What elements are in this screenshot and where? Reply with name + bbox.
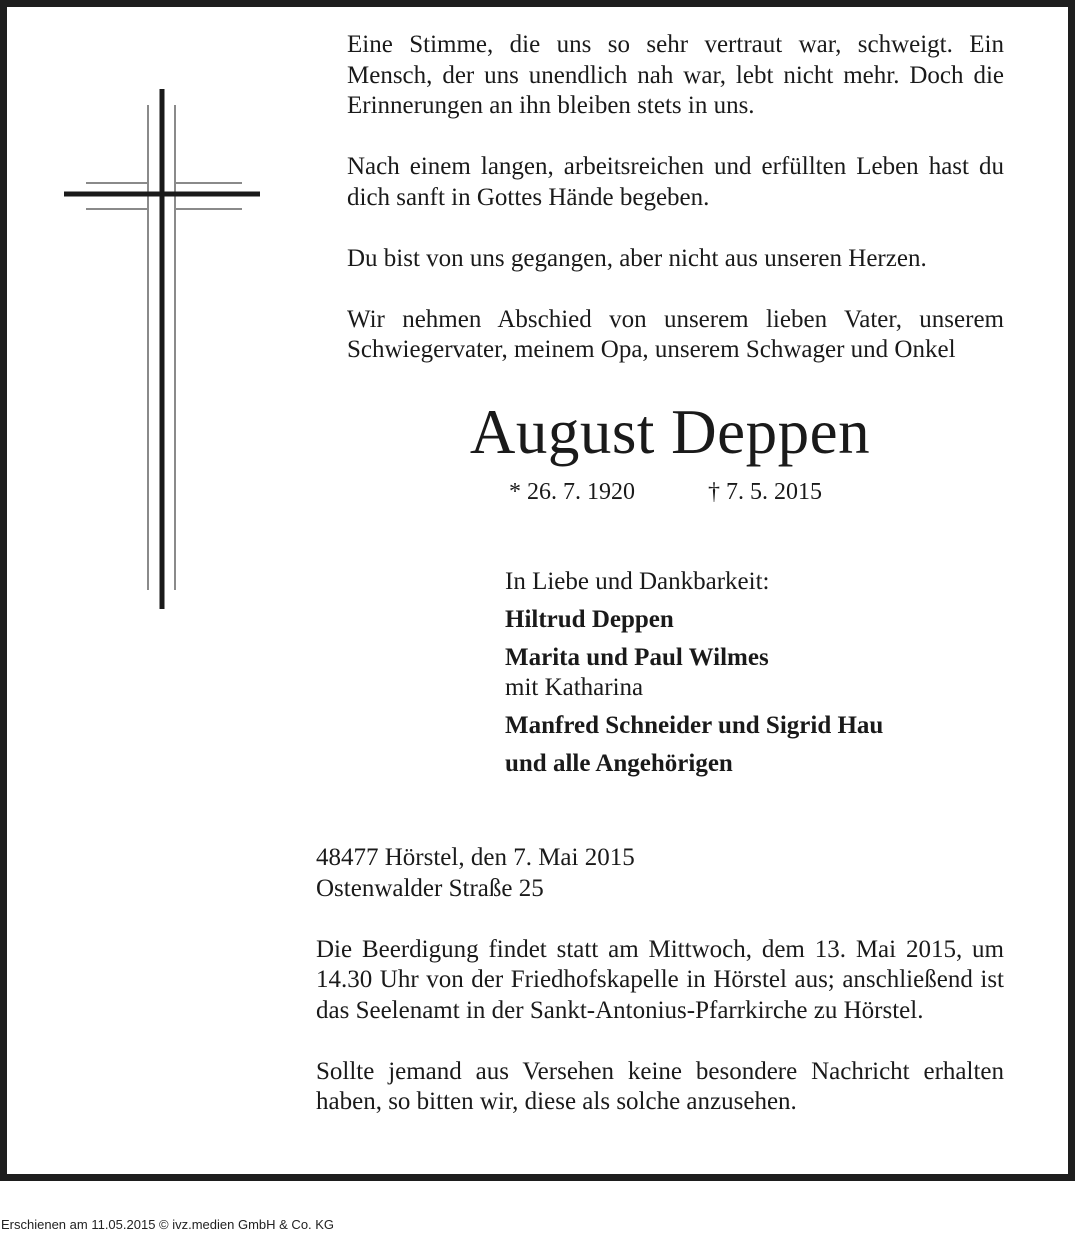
mourner-name: Manfred Schneider und Sigrid Hau (505, 712, 884, 739)
address-place-date: 48477 Hörstel, den 7. Mai 2015 (316, 844, 635, 871)
poem-stanza: Nach einem langen, arbeitsreichen und erfüllten Leben hast du dich sanft in Gottes Hände begeben. (347, 153, 1004, 211)
mourner-name: Hiltrud Deppen (505, 606, 674, 633)
cross-icon (60, 85, 270, 615)
death-date: † 7. 5. 2015 (708, 479, 822, 505)
mourner-name: Marita und Paul Wilmes (505, 644, 769, 671)
mourner-name: und alle Angehörigen (505, 750, 733, 777)
farewell-text: Wir nehmen Abschied von unserem lieben Vater, unserem Schwiegervater, meinem Opa, unserem Schwager und Onkel (347, 305, 1004, 363)
address (316, 843, 1004, 904)
funeral-notice: Die Beerdigung findet statt am Mittwoch, dem 13. Mai 2015, um 14.30 Uhr von der Friedhofskapelle in Hörstel aus; anschließend ist das Seelenamt in der Sankt-Antonius-Pfarrkirche zu Hörstel. (316, 935, 1004, 1024)
poem (347, 30, 1004, 366)
notice-block (316, 843, 1004, 1118)
poem-stanza: Du bist von uns gegangen, aber nicht aus unseren Herzen. (347, 244, 927, 272)
closing-notice: Sollte jemand aus Versehen keine besondere Nachricht erhalten haben, so bitten wir, diese als solche anzusehen. (316, 1057, 1004, 1115)
mourners-intro: In Liebe und Dankbarkeit: (505, 568, 770, 595)
life-dates (509, 477, 822, 507)
mourners-list (505, 567, 883, 787)
poem-stanza: Eine Stimme, die uns so sehr vertraut war, schweigt. Ein Mensch, der uns unendlich nah war, lebt nicht mehr. Doch die Erinnerungen an ihn bleiben stets in uns. (347, 31, 1004, 119)
mourner-sub: mit Katharina (505, 674, 644, 701)
deceased-name: August Deppen (469, 397, 871, 467)
address-street: Ostenwalder Straße 25 (316, 874, 544, 902)
publication-credit: Erschienen am 11.05.2015 © ivz.medien GmbH & Co. KG (1, 1217, 335, 1232)
birth-date: * 26. 7. 1920 (509, 479, 635, 505)
